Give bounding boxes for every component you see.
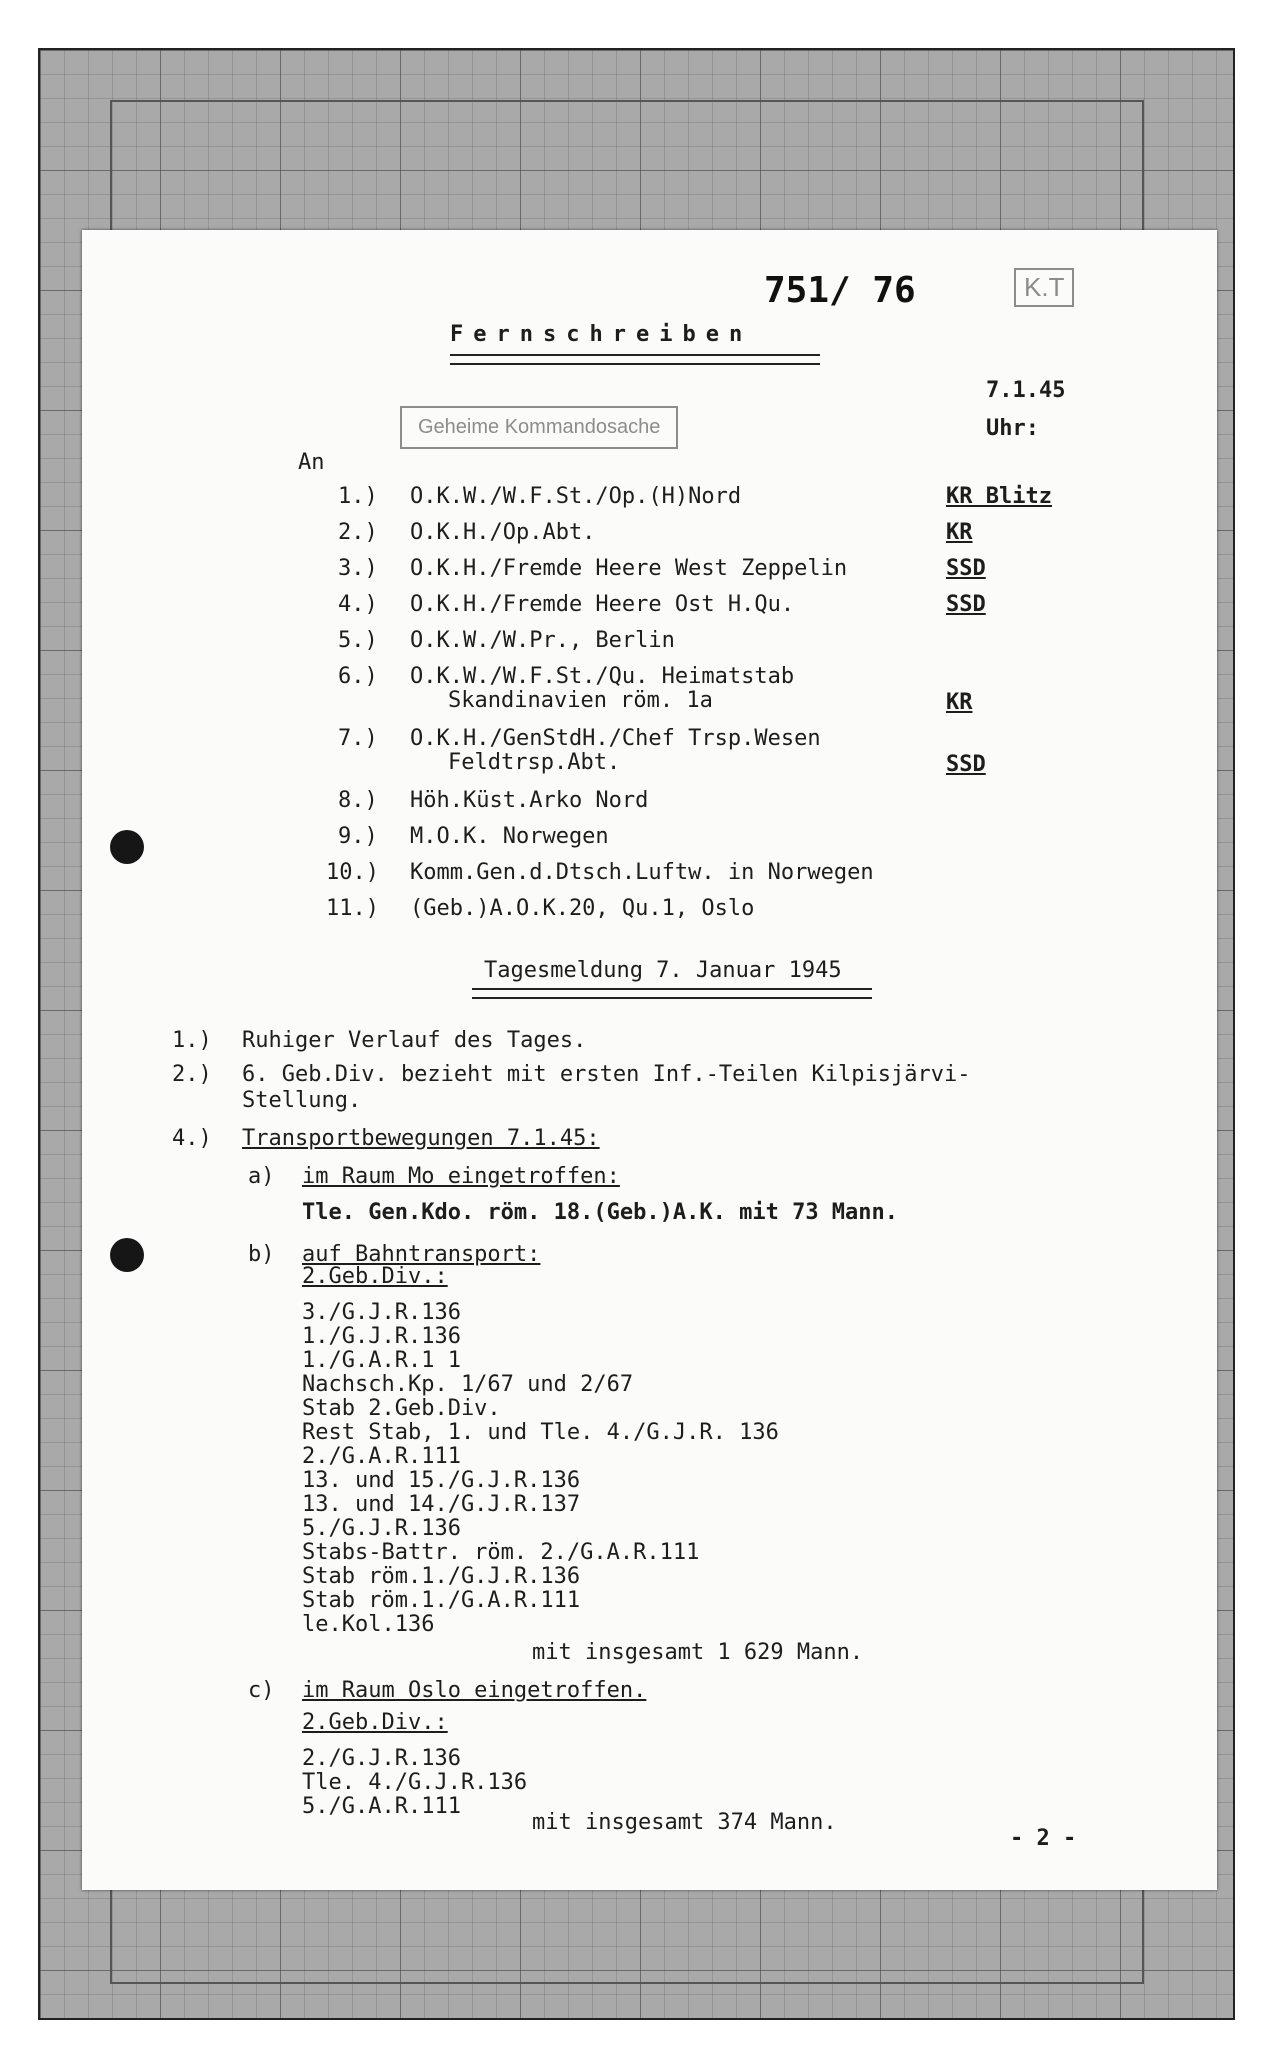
b-unit: 2./G.A.R.111 [302, 1444, 461, 1469]
recipient-8-address: Höh.Küst.Arko Nord [410, 788, 649, 813]
recipient-3-number: 3.) [338, 556, 378, 581]
b-unit: 13. und 15./G.J.R.136 [302, 1468, 581, 1493]
section-b-heading: auf Bahntransport: [302, 1242, 541, 1267]
section-b-label: b) [248, 1242, 275, 1267]
b-unit: 1./G.A.R.1 1 [302, 1348, 461, 1373]
b-unit: Nachsch.Kp. 1/67 und 2/67 [302, 1372, 634, 1397]
b-unit: 13. und 14./G.J.R.137 [302, 1492, 581, 1517]
recipient-7-address: O.K.H./GenStdH./Chef Trsp.Wesen [410, 726, 821, 751]
document-date: 7.1.45 [986, 378, 1066, 403]
recipient-11-number: 11.) [326, 896, 379, 921]
section-b-division: 2.Geb.Div.: [302, 1264, 448, 1289]
recipient-1-address: O.K.W./W.F.St./Op.(H)Nord [410, 484, 742, 509]
recipient-11-address: (Geb.)A.O.K.20, Qu.1, Oslo [410, 896, 755, 921]
b-unit: 3./G.J.R.136 [302, 1300, 461, 1325]
recipient-6-number: 6.) [338, 664, 378, 689]
recipient-8-number: 8.) [338, 788, 378, 813]
recipient-7-number: 7.) [338, 726, 378, 751]
recipient-1-priority: KR Blitz [946, 484, 1052, 509]
recipient-1-number: 1.) [338, 484, 378, 509]
recipient-2-number: 2.) [338, 520, 378, 545]
section-a-heading: im Raum Mo eingetroffen: [302, 1164, 620, 1189]
section-c-total: mit insgesamt 374 Mann. [532, 1810, 837, 1835]
section-a-label: a) [248, 1164, 275, 1189]
report-title: Tagesmeldung 7. Januar 1945 [484, 958, 842, 983]
recipient-6-address: O.K.W./W.F.St./Qu. Heimatstab [410, 664, 795, 689]
b-unit: 1./G.J.R.136 [302, 1324, 461, 1349]
item-1-text: Ruhiger Verlauf des Tages. [242, 1028, 587, 1053]
title-underline [450, 354, 820, 365]
recipient-3-address: O.K.H./Fremde Heere West Zeppelin [410, 556, 848, 581]
recipient-10-number: 10.) [326, 860, 379, 885]
punch-hole-bottom [110, 1238, 144, 1272]
classification-stamp: Geheime Kommandosache [400, 406, 678, 449]
section-a-text: Tle. Gen.Kdo. röm. 18.(Geb.)A.K. mit 73 Mann. [302, 1200, 899, 1225]
recipient-7-address-line2: Feldtrsp.Abt. [448, 750, 621, 775]
section-b-total: mit insgesamt 1 629 Mann. [532, 1640, 864, 1665]
item-2-number: 2.) [172, 1062, 212, 1087]
item-4-heading: Transportbewegungen 7.1.45: [242, 1126, 600, 1151]
kt-stamp: K.T [1014, 268, 1074, 307]
b-unit: Stab röm.1./G.J.R.136 [302, 1564, 581, 1589]
recipient-4-priority: SSD [946, 592, 986, 617]
report-title-underline [472, 988, 872, 999]
c-unit: 2./G.J.R.136 [302, 1746, 461, 1771]
telex-sheet [82, 230, 1217, 1890]
to-label: An [298, 450, 325, 475]
b-unit: 5./G.J.R.136 [302, 1516, 461, 1541]
document-title: Fernschreiben [450, 322, 753, 347]
recipient-7-priority: SSD [946, 752, 986, 777]
b-unit: Stab 2.Geb.Div. [302, 1396, 501, 1421]
item-4-number: 4.) [172, 1126, 212, 1151]
recipient-6-address-line2: Skandinavien röm. 1a [448, 688, 713, 713]
recipient-10-address: Komm.Gen.d.Dtsch.Luftw. in Norwegen [410, 860, 874, 885]
item-1-number: 1.) [172, 1028, 212, 1053]
recipient-9-address: M.O.K. Norwegen [410, 824, 609, 849]
b-unit: Rest Stab, 1. und Tle. 4./G.J.R. 136 [302, 1420, 779, 1445]
recipient-6-priority: KR [946, 690, 973, 715]
c-unit: 5./G.A.R.111 [302, 1794, 461, 1819]
section-c-division: 2.Geb.Div.: [302, 1710, 448, 1735]
section-c-label: c) [248, 1678, 275, 1703]
recipient-2-priority: KR [946, 520, 973, 545]
recipient-2-address: O.K.H./Op.Abt. [410, 520, 596, 545]
time-label: Uhr: [986, 416, 1039, 441]
recipient-9-number: 9.) [338, 824, 378, 849]
b-unit: le.Kol.136 [302, 1612, 435, 1637]
recipient-5-address: O.K.W./W.Pr., Berlin [410, 628, 675, 653]
page-marker: - 2 - [1010, 1826, 1077, 1851]
c-unit: Tle. 4./G.J.R.136 [302, 1770, 528, 1795]
recipient-5-number: 5.) [338, 628, 378, 653]
item-2-text: 6. Geb.Div. bezieht mit ersten Inf.-Teilen Kilpisjärvi- [242, 1062, 971, 1087]
punch-hole-top [110, 830, 144, 864]
recipient-3-priority: SSD [946, 556, 986, 581]
document-number: 751/ 76 [764, 270, 916, 311]
item-2-text-line2: Stellung. [242, 1088, 362, 1113]
recipient-4-number: 4.) [338, 592, 378, 617]
recipient-4-address: O.K.H./Fremde Heere Ost H.Qu. [410, 592, 795, 617]
b-unit: Stabs-Battr. röm. 2./G.A.R.111 [302, 1540, 700, 1565]
b-unit: Stab röm.1./G.A.R.111 [302, 1588, 581, 1613]
section-c-heading: im Raum Oslo eingetroffen. [302, 1678, 647, 1703]
